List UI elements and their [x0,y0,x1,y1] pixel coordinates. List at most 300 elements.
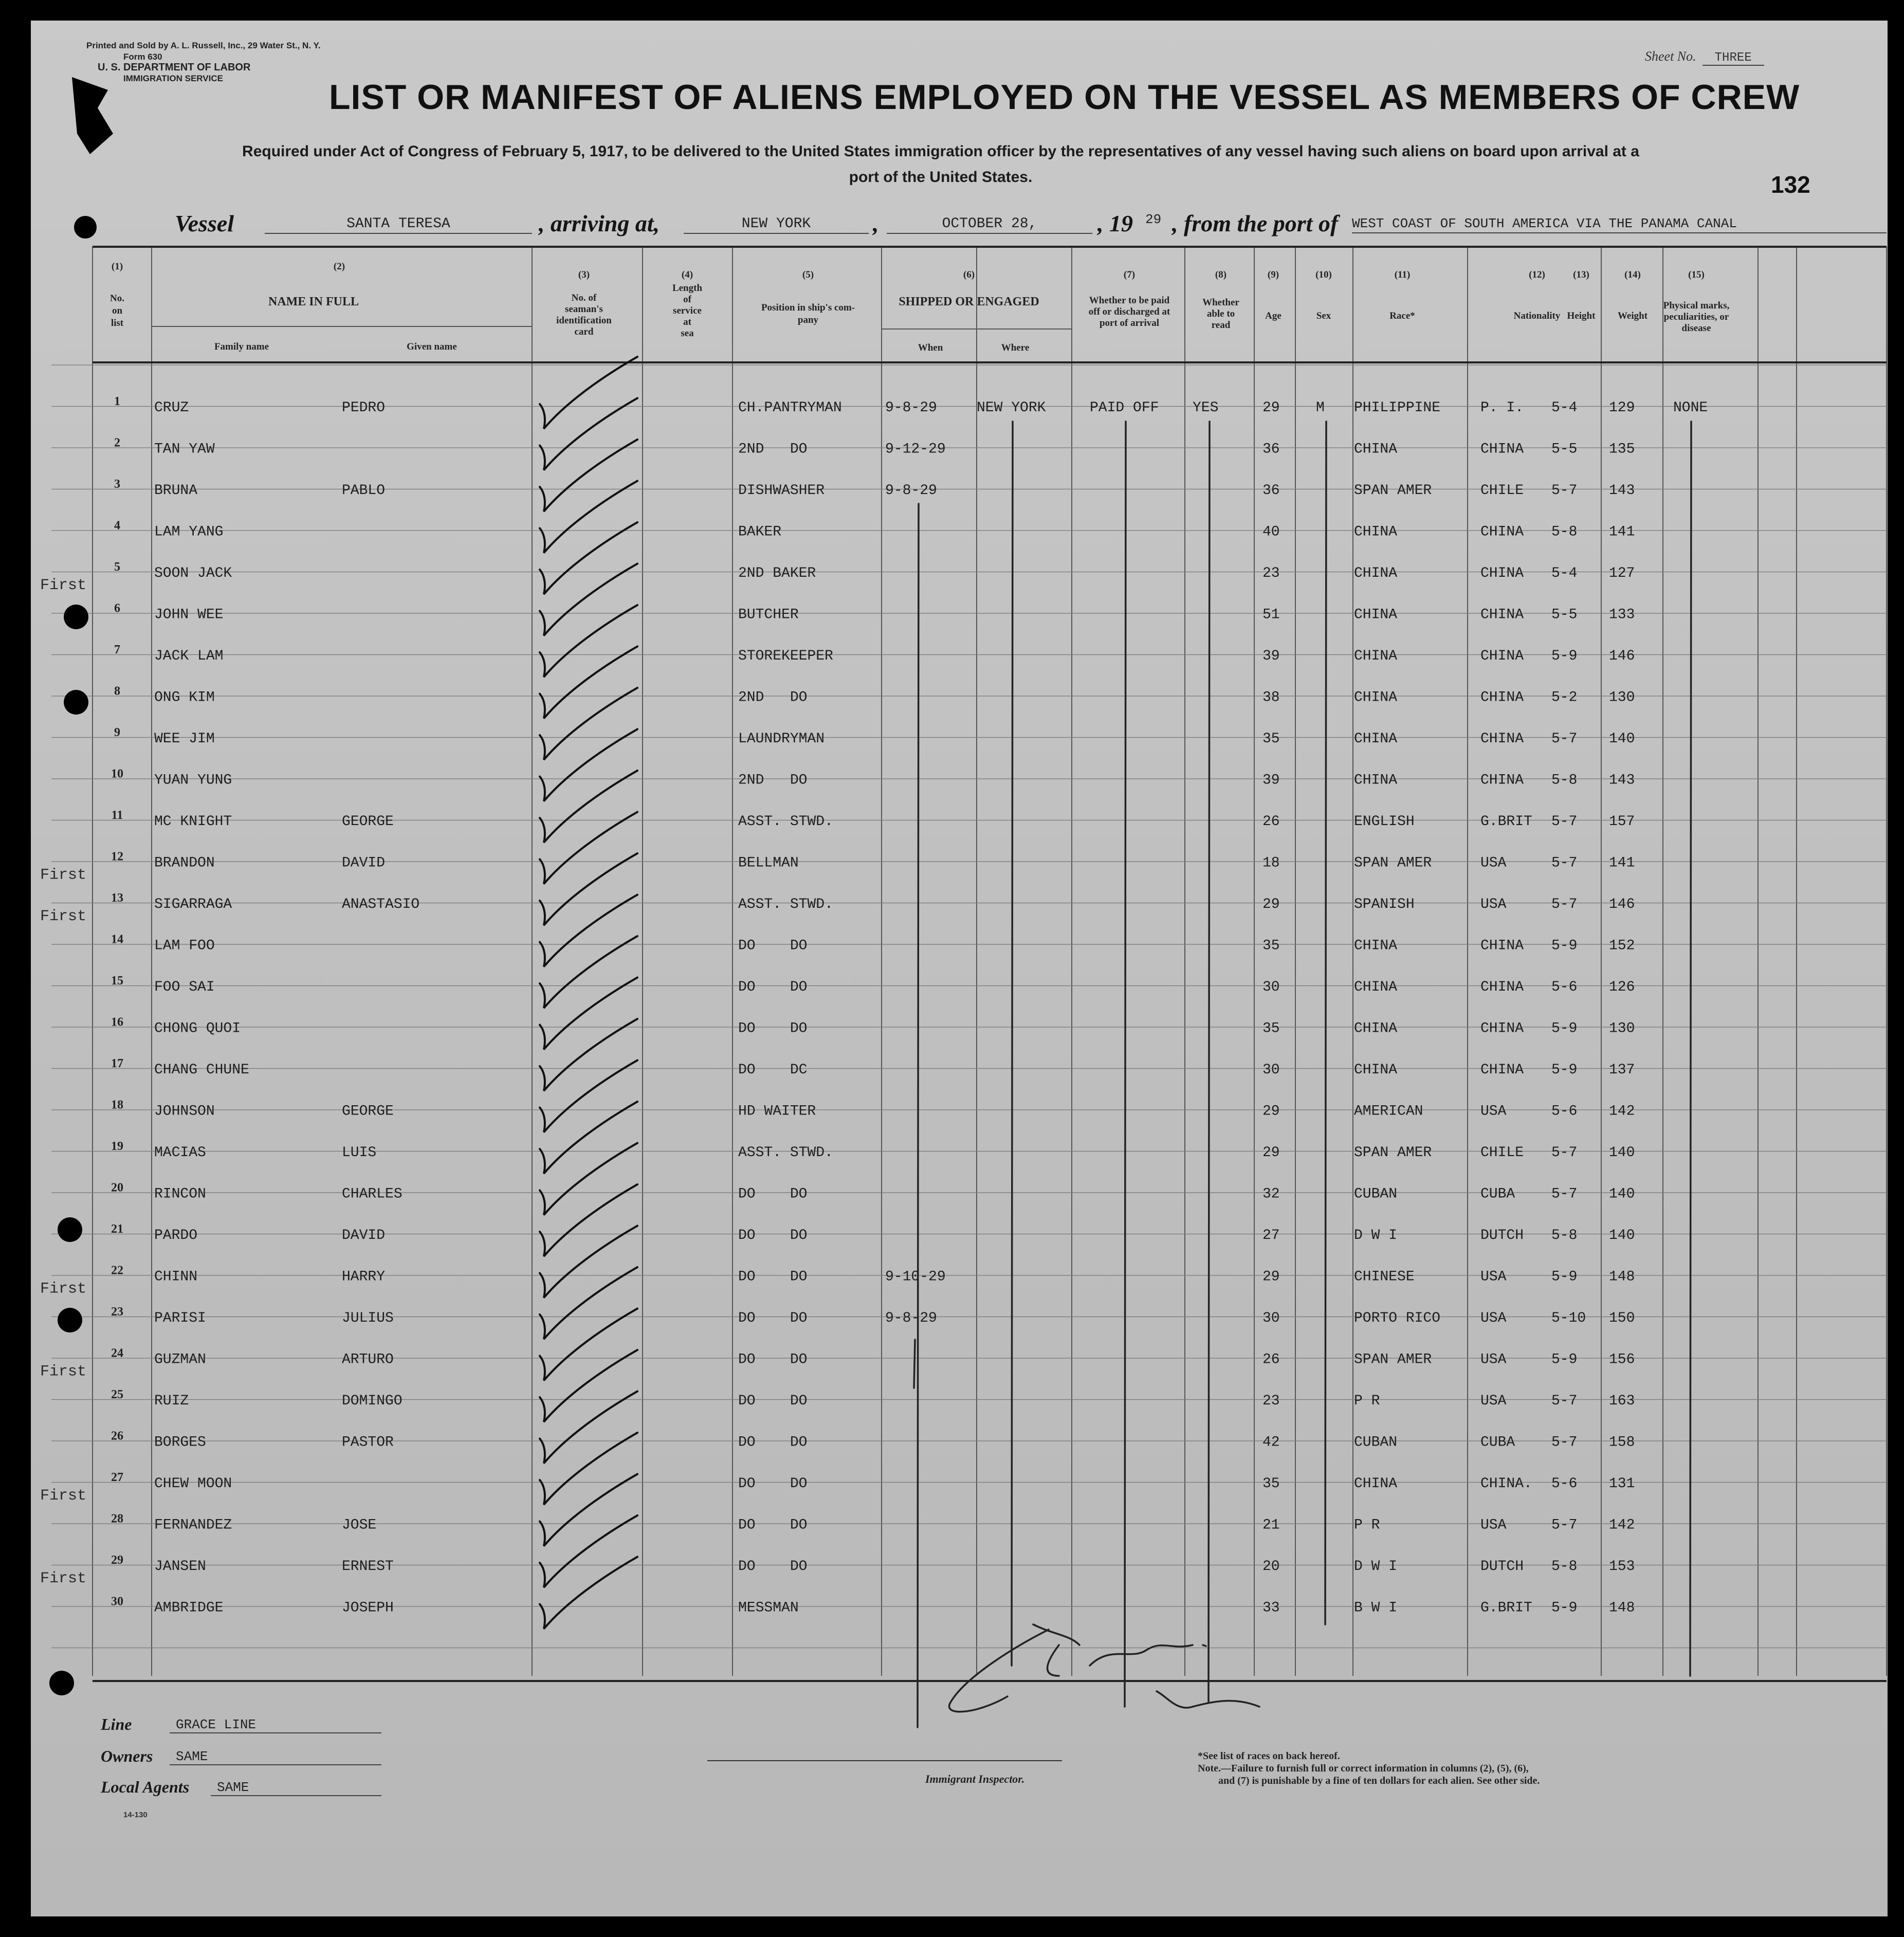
given-name: JULIUS [342,1310,394,1326]
binder-hole [49,1671,74,1695]
position: DO DO [738,1476,808,1492]
race: CHINESE [1354,1269,1415,1285]
physical-marks: NONE [1673,400,1708,416]
nationality: CHINA [1480,607,1524,623]
line-value: GRACE LINE [170,1717,381,1733]
row-number: 23 [111,1305,123,1319]
margin-note: First [40,1487,87,1505]
table-row [114,726,1635,747]
height: 5-7 [1551,1145,1578,1161]
weight-header: Weight [1617,310,1648,321]
height: 5-5 [1551,607,1578,623]
physical-header-1: Physical marks, [1663,300,1730,311]
race: CHINA [1354,648,1398,664]
height: 5-9 [1551,1600,1578,1616]
sheet-number-value: THREE [1702,51,1764,66]
nationality: CHINA [1480,524,1524,540]
column-number: (10) [1315,269,1332,280]
family-name: CHONG QUOI [154,1020,241,1037]
column-number: (1) [111,261,123,272]
row-number: 17 [111,1057,123,1070]
race: CHINA [1354,441,1398,458]
race: SPANISH [1354,897,1415,912]
position: DISHWASHER [738,483,825,499]
form-code: 14-130 [123,1811,148,1819]
position: DO DO [738,1434,808,1451]
position: DO DO [738,1269,808,1285]
weight: 140 [1609,1186,1635,1202]
race: SPAN AMER [1354,1145,1432,1161]
height: 5-6 [1551,979,1578,995]
race: CHINA [1354,1062,1398,1078]
table-row [40,891,1635,925]
from-port-value: WEST COAST OF SOUTH AMERICA VIA THE PANAMA CANAL [1352,216,1887,233]
row-number: 18 [111,1098,123,1112]
age: 39 [1262,648,1280,664]
row-number: 16 [111,1015,123,1029]
race: CHINA [1354,731,1398,747]
id-card-header-2: seaman's [565,304,603,315]
nationality: USA [1480,897,1507,912]
race: CHINA [1354,979,1398,995]
table-row [111,1016,1635,1037]
height: 5-4 [1551,400,1578,416]
family-name: RINCON [154,1186,206,1202]
age: 21 [1262,1517,1280,1533]
owners-label: Owners [101,1747,153,1765]
family-name: SIGARRAGA [154,897,232,912]
check-mark [540,1102,637,1174]
footer-notes [1198,1750,1712,1787]
nationality: CHINA. [1480,1476,1532,1492]
nationality: USA [1480,1310,1507,1326]
age: 26 [1262,814,1280,830]
able-to-read: YES [1193,400,1219,416]
row-number: 8 [114,684,120,698]
weight: 150 [1609,1310,1635,1326]
nationality: DUTCH [1480,1228,1524,1244]
row-number: 22 [111,1264,123,1277]
nationality-header: Nationality [1513,310,1561,321]
family-name: PARISI [154,1310,206,1326]
column-number: (12) [1529,269,1545,280]
no-on-list-header-2: on [112,305,123,316]
family-name: MC KNIGHT [154,814,232,830]
manifest-sheet: Printed and Sold by A. L. Russell, Inc., 29 Water St., N. Y. Form 630 U. S. DEPARTMENT OF LABOR IMMIGRATION SERVICE Sheet No. THREE LIST OR MANIFEST OF ALIENS EMPLOYED ON THE VESSEL AS MEMBERS OF CREW Required under Act of Congress of February 5, 1917, to be delivered to the United States immigration officer by the representatives of any vessel having such aliens on board upon arrival at a port of the United States. 132 Vessel SANTA TERESA , arriving at, NEW YORK , OCTOBER 28, , 19 29 , from the port of WEST COAST OF SOUTH AMERICA VIA THE PANAMA CANAL (1) No. on list (2) NAME IN FULL Family name Given name (3) No. of seaman's identification card (4) Length of service at sea (5) Position in ship's com- pany (6) SHIPPED OR ENGAGED When Where (7) Whether to be paid off or discharged at port of arrival (8) Whether able to read (9) Age (10) Sex (11) Race* (12) Nationality (13) Height (14) Weight (15) Physical marks, peculiarities, or disease 1 CRUZ PEDRO CH.PANTRYMAN 9-8-29 NEW YORK PAID OFF YES 29 M PHILIPPINE P. I. 5-4 129 NONE 2 TAN YAW 2ND DO 9-12-29 36 CHINA CHINA 5-5 135 3 BRUNA PABLO DISHWASHER 9-8-29 36 SPAN AMER CHILE 5-7 143 4 LAM YANG BAKER 40 CHINA CHINA 5-8 141 5 SOON JACK 2ND BAKER 23 CHINA CHINA 5-4 127 First 6 JOHN WEE BUTCHER 51 CHINA CHINA 5-5 133 7 JACK LAM STOREKEEPER 39 CHINA CHINA 5-9 146 8 ONG KIM 2ND DO 38 CHINA CHINA 5-2 130 9 WEE JIM LAUNDRYMAN 35 CHINA CHINA 5-7 140 10 YUAN YUNG 2ND DO 39 CHINA CHINA 5-8 143 11 MC KNIGHT GEORGE ASST. STWD. 26 ENGLISH G.BRIT 5-7 157 12 BRANDON DAVID BELLMAN 18 SPAN AMER USA 5-7 141 First 13 SIGARRAGA ANASTASIO ASST. STWD. 29 SPANISH USA 5-7 146 First 14 LAM FOO DO DO 35 CHINA CHINA 5-9 152 15 FOO SAI DO DO 30 CHINA CHINA 5-6 126 16 CHONG QUOI DO DO 35 CHINA CHINA 5-9 130 17 CHANG CHUNE DO DC 30 CHINA CHINA 5-9 137 18 JOHNSON GEORGE HD WAITER 29 AMERICAN USA 5-6 142 19 MACIAS LUIS ASST. STWD. 29 SPAN AMER CHILE 5-7 140 20 RINCON CHARLES DO DO 32 CUBAN CUBA 5-7 140 21 PARDO DAVID DO DO 27 D W I DUTCH 5-8 140 22 CHINN HARRY DO DO 9-10-29 29 CHINESE USA 5-9 148 First 23 PARISI JULIUS DO DO 9-8-29 30 PORTO RICO USA 5-10 150 24 GUZMAN ARTURO DO DO 26 SPAN AMER USA 5-9 156 First 25 RUIZ DOMINGO DO DO 23 P R USA 5-7 163 26 BORGES PASTOR DO DO 42 CUBAN CUBA 5-7 158 27 CHEW MOON DO DO 35 CHINA CHINA. 5-6 131 First 28 FERNANDEZ JOSE DO DO 21 P R USA 5-7 142 29 JANSEN ERNEST DO DO 20 D W I DUTCH 5-8 153 First 30 AMBRIDGE JOSEPH MESSMAN 33 B W I G.BRIT 5-9 148 Line GRACE LINE Owners SAME Local Agents SAME Immigrant Inspector. *See list of races on back hereof. Note.—Failure to furnish full or correct information in columns (2), (5), (6), and (7) is punishable by a fine of ten dollars for each alien. See other side. 14-130 [0,0,1904,1937]
family-name: FOO SAI [154,979,215,995]
age: 27 [1262,1228,1280,1244]
check-mark [540,895,637,967]
sex-header: Sex [1316,310,1331,321]
table-grid [51,247,1887,1681]
ditto-line [1690,422,1691,1676]
weight: 148 [1609,1269,1635,1285]
shipped-when: 9-8-29 [885,1310,937,1326]
page-title: LIST OR MANIFEST OF ALIENS EMPLOYED ON THE VESSEL AS MEMBERS OF CREW [329,78,1800,117]
weight: 140 [1609,1145,1635,1161]
row-number: 24 [111,1346,123,1360]
nationality: CHINA [1480,441,1524,458]
nationality: USA [1480,1393,1507,1409]
height: 5-6 [1551,1103,1578,1120]
race: AMERICAN [1354,1103,1423,1120]
race: D W I [1354,1559,1398,1575]
row-number: 28 [111,1512,123,1526]
arrival-date: OCTOBER 28, [887,216,1092,234]
note-penalty-1: Note.—Failure to furnish full or correct information in columns (2), (5), (6), [1198,1763,1529,1774]
binder-hole [64,690,88,715]
table-row [111,1057,1635,1078]
age: 40 [1262,524,1280,540]
position: ASST. STWD. [738,897,833,912]
inspector-signature-line [707,1760,1062,1761]
weight: 133 [1609,607,1635,623]
weight: 135 [1609,441,1635,458]
family-name: CHINN [154,1269,198,1285]
position: BELLMAN [738,855,799,871]
race: CUBAN [1354,1434,1398,1451]
check-mark [540,357,637,429]
check-mark [540,564,637,636]
check-mark [540,1019,637,1091]
age: 32 [1262,1186,1280,1202]
weight: 140 [1609,1228,1635,1244]
margin-note: First [40,1280,87,1298]
row-number: 21 [111,1222,123,1236]
margin-note: First [40,908,87,925]
height: 5-8 [1551,524,1578,540]
shipped-engaged-header: SHIPPED OR ENGAGED [899,295,1039,308]
race: D W I [1354,1228,1398,1244]
subtitle-line-1: Required under Act of Congress of February 5, 1917, to be delivered to the United States immigration officer by the representatives of any vessel having such aliens on board upon arrival at a [242,143,1639,160]
race: B W I [1354,1600,1398,1616]
nationality: USA [1480,1103,1507,1120]
height: 5-7 [1551,1434,1578,1451]
length-service-header-5: sea [681,328,694,339]
position: DO DC [738,1062,808,1078]
position: DO DO [738,1228,808,1244]
age: 51 [1262,607,1280,623]
table-row [40,1347,1635,1381]
row-number: 20 [111,1181,123,1195]
height: 5-8 [1551,1559,1578,1575]
row-number: 2 [114,436,120,450]
ditto-line [914,1340,915,1388]
family-name: ONG KIM [154,689,215,706]
age: 35 [1262,731,1280,747]
nationality: P. I. [1480,400,1524,416]
weight: 153 [1609,1559,1635,1575]
position: CH.PANTRYMAN [738,400,842,416]
row-number: 9 [114,726,120,739]
height: 5-6 [1551,1476,1578,1492]
position: ASST. STWD. [738,1145,833,1161]
arriving-value: NEW YORK [684,216,869,234]
table-row [40,1554,1635,1587]
height: 5-7 [1551,1186,1578,1202]
crew-rows [40,395,1708,1616]
table-row [111,1595,1635,1616]
family-name: JOHNSON [154,1103,215,1120]
given-name: ERNEST [342,1559,394,1575]
family-name: MACIAS [154,1145,206,1161]
row-number: 29 [111,1554,123,1567]
agents-label: Local Agents [101,1778,190,1796]
race: SPAN AMER [1354,855,1432,871]
position: DO DO [738,1186,808,1202]
age: 36 [1262,441,1280,458]
binder-hole [64,605,88,629]
row-number: 11 [111,809,123,822]
margin-note: First [40,1570,87,1587]
age: 18 [1262,855,1280,871]
height: 5-9 [1551,1020,1578,1037]
given-name: CHARLES [342,1186,402,1202]
age: 30 [1262,1310,1280,1326]
family-name: FERNANDEZ [154,1517,232,1533]
check-mark [540,1309,637,1381]
height: 5-2 [1551,689,1578,706]
check-mark [540,647,637,719]
row-number: 25 [111,1388,123,1401]
race: SPAN AMER [1354,483,1432,499]
age: 23 [1262,565,1280,581]
row-number: 30 [111,1595,123,1609]
subtitle-line-2: port of the United States. [849,169,1033,186]
weight: 126 [1609,979,1635,995]
weight: 142 [1609,1103,1635,1120]
family-name: JOHN WEE [154,607,224,623]
nationality: DUTCH [1480,1559,1524,1575]
column-number: (9) [1267,269,1279,280]
given-name: HARRY [342,1269,386,1285]
family-name: LAM FOO [154,938,215,954]
page-number: 132 [1771,171,1810,198]
row-number: 12 [111,850,123,864]
table-row [111,768,1635,789]
given-name: ANASTASIO [342,897,420,912]
length-service-header-3: service [673,305,702,316]
weight: 156 [1609,1351,1635,1368]
table-row [111,1140,1635,1161]
column-number: (11) [1394,269,1411,280]
when-header: When [918,342,943,353]
race: CHINA [1354,1020,1398,1037]
paid-off-header-3: port of arrival [1099,318,1160,328]
table-row [40,850,1635,884]
table-row [111,974,1635,995]
check-mark [540,440,637,511]
height: 5-7 [1551,483,1578,499]
column-number: (15) [1688,269,1705,280]
nationality: CHINA [1480,1062,1524,1078]
id-card-header-1: No. of [571,293,597,303]
from-label: , from the port of [1172,210,1339,236]
right-edge [1888,0,1904,1937]
height: 5-7 [1551,1517,1578,1533]
nationality: CHILE [1480,483,1524,499]
family-name: CHANG CHUNE [154,1062,249,1078]
able-read-header-3: read [1211,320,1231,331]
sex: M [1316,400,1325,416]
binder-hole [58,1308,82,1332]
race: CHINA [1354,938,1398,954]
weight: 143 [1609,772,1635,789]
note-races: *See list of races on back hereof. [1198,1750,1340,1762]
age: 20 [1262,1559,1280,1575]
margin-note: First [40,1363,87,1381]
paid-off: PAID OFF [1090,400,1159,416]
vessel-value: SANTA TERESA [265,216,532,234]
ditto-line [918,504,919,1727]
table-row [112,809,1635,830]
check-mark [540,771,637,843]
given-name: JOSE [342,1517,377,1533]
nationality: CHINA [1480,565,1524,581]
table-row [111,1512,1635,1533]
weight: 157 [1609,814,1635,830]
check-mark [540,1267,637,1339]
position: 2ND DO [738,441,808,458]
weight: 158 [1609,1434,1635,1451]
column-headers [110,261,1730,353]
check-mark [540,1350,637,1422]
family-name: CRUZ [154,400,189,416]
check-mark [540,1061,637,1132]
service: IMMIGRATION SERVICE [123,74,223,83]
table-row [114,478,1635,499]
line-label: Line [101,1715,132,1733]
position: 2ND DO [738,772,808,789]
age: 26 [1262,1351,1280,1368]
family-name: GUZMAN [154,1351,206,1368]
position-header-1: Position in ship's com- [761,302,855,313]
table-row [111,1099,1635,1120]
where-header: Where [1001,342,1030,353]
position: DO DO [738,1559,808,1575]
shipped-when: 9-10-29 [885,1269,946,1285]
bottom-edge [0,1916,1904,1937]
inspector-label: Immigrant Inspector. [925,1772,1025,1785]
family-name: JACK LAM [154,648,224,664]
year-value: 29 [1145,212,1162,227]
race: CHINA [1354,607,1398,623]
position-header-2: pany [797,315,819,325]
family-name: JANSEN [154,1559,206,1575]
given-name: DOMINGO [342,1393,402,1409]
given-name: JOSEPH [342,1600,394,1616]
position: DO DO [738,1020,808,1037]
shipped-where: NEW YORK [977,400,1046,416]
ditto-line [1012,422,1013,1666]
age: 35 [1262,1476,1280,1492]
check-mark [540,1226,637,1298]
form-number: Form 630 [123,52,162,62]
column-number: (13) [1573,269,1589,280]
paid-off-header-1: Whether to be paid [1089,295,1170,306]
position: DO DO [738,1310,808,1326]
check-mark [540,812,637,884]
nationality: CUBA [1480,1186,1515,1202]
position: MESSMAN [738,1600,799,1616]
row-number: 26 [111,1429,123,1443]
column-number: (2) [333,261,345,272]
race: P R [1354,1393,1380,1409]
race: ENGLISH [1354,814,1415,830]
vessel-label: Vessel [175,210,234,236]
age: 29 [1262,1145,1280,1161]
age: 38 [1262,689,1280,706]
row-number: 10 [111,767,123,781]
nationality: CHINA [1480,1020,1524,1037]
given-name: GEORGE [342,1103,394,1120]
height: 5-7 [1551,731,1578,747]
table-row [111,1430,1635,1451]
position: ASST. STWD. [738,814,833,830]
family-name: CHEW MOON [154,1476,232,1492]
note-penalty-2: and (7) is punishable by a fine of ten dollars for each alien. See other side. [1218,1775,1540,1786]
nationality: CHINA [1480,648,1524,664]
race: CHINA [1354,524,1398,540]
year-label: , 19 [1097,210,1133,236]
given-name: GEORGE [342,814,394,830]
family-name: BORGES [154,1434,206,1451]
weight: 141 [1609,524,1635,540]
family-name: BRANDON [154,855,215,871]
race-header: Race* [1389,310,1415,321]
race: CHINA [1354,689,1398,706]
given-name-header: Given name [407,341,457,352]
check-mark [540,729,637,801]
weight: 130 [1609,1020,1635,1037]
race: CHINA [1354,1476,1398,1492]
torn-corner [72,77,113,154]
column-number: (8) [1215,269,1227,280]
given-name: PEDRO [342,400,386,416]
printer-line: Printed and Sold by A. L. Russell, Inc., 29 Water St., N. Y. [86,41,321,50]
binder-hole [74,216,97,239]
column-number: (3) [578,269,590,280]
length-service-header-2: of [683,294,691,305]
given-name: ARTURO [342,1351,394,1368]
left-edge [0,0,31,1937]
height: 5-10 [1551,1310,1586,1326]
family-name: PARDO [154,1228,198,1244]
identification-checkmarks [540,357,637,1629]
given-name: DAVID [342,855,386,871]
margin-note: First [40,577,87,594]
sheet-number-label: Sheet No. [1645,49,1696,64]
length-service-header-1: Length [672,283,703,294]
shipped-when: 9-8-29 [885,400,937,416]
check-mark [540,605,637,677]
row-number: 6 [114,601,120,615]
weight: 146 [1609,897,1635,912]
age: 29 [1262,897,1280,912]
position: 2ND BAKER [738,565,816,581]
nationality: CHINA [1480,938,1524,954]
check-mark [540,978,637,1050]
row-number: 14 [111,933,123,946]
row-number: 7 [114,643,120,656]
family-name-header: Family name [214,341,269,352]
nationality: USA [1480,855,1507,871]
check-mark [540,1515,637,1587]
given-name: DAVID [342,1228,386,1244]
physical-header-2: peculiarities, or [1663,312,1729,322]
table-row [111,1388,1635,1409]
table-row [114,395,1708,416]
